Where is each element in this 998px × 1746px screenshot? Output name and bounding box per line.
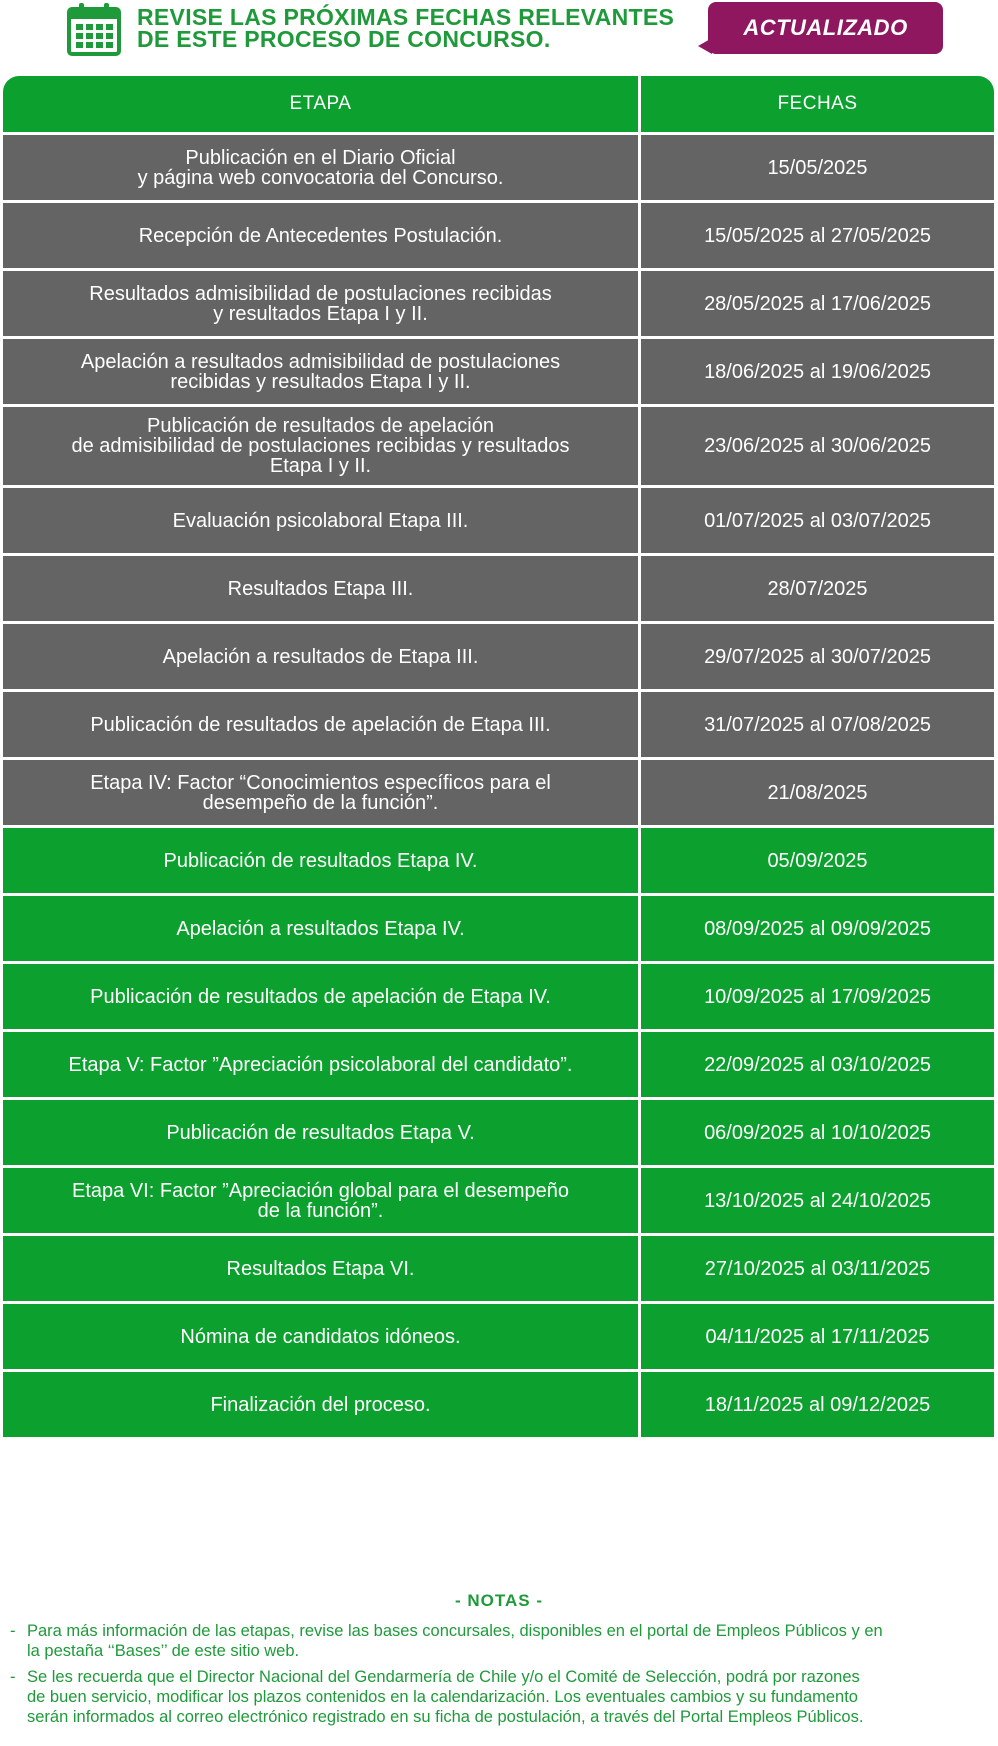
stage-line: Finalización del proceso.	[210, 1393, 431, 1416]
stage-text	[90, 715, 550, 735]
stage-cell	[3, 1304, 638, 1369]
page-title	[137, 6, 674, 50]
stage-text	[138, 148, 504, 188]
stage-line: Evaluación psicolaboral Etapa III.	[172, 509, 469, 532]
note-dash: -	[10, 1622, 16, 1640]
stage-text	[163, 647, 479, 667]
dates-cell: 15/05/2025 al 27/05/2025	[641, 203, 994, 268]
table-row	[3, 339, 994, 404]
stage-line: de la función”.	[257, 1199, 384, 1222]
stage-cell	[3, 339, 638, 404]
stage-text	[81, 352, 560, 392]
stage-text	[227, 1259, 415, 1279]
stage-line: Apelación a resultados de Etapa III.	[162, 645, 479, 668]
stage-line: Publicación de resultados Etapa V.	[166, 1121, 475, 1144]
note-line: Se les recuerda que el Director Nacional del Gendarmería de Chile y/o el Comité de Selección, podrá por razones	[27, 1668, 860, 1686]
dates-cell: 29/07/2025 al 30/07/2025	[641, 624, 994, 689]
table-row	[3, 1100, 994, 1165]
dates-cell: 22/09/2025 al 03/10/2025	[641, 1032, 994, 1097]
dates-cell: 15/05/2025	[641, 135, 994, 200]
stage-text	[90, 987, 551, 1007]
note-item	[0, 1667, 998, 1727]
stage-line: de admisibilidad de postulaciones recibidas y resultados	[71, 435, 570, 457]
note-line: Para más información de las etapas, revise las bases concursales, disponibles en el portal de Empleos Públicos y en	[27, 1622, 883, 1640]
stage-text	[139, 226, 503, 246]
notes-section	[0, 1591, 998, 1727]
stage-line: Publicación de resultados de apelación de Etapa III.	[90, 713, 551, 736]
stage-cell	[3, 692, 638, 757]
stage-line: y página web convocatoria del Concurso.	[137, 166, 504, 189]
stage-line: Resultados Etapa III.	[227, 577, 414, 600]
stage-line: Etapa IV: Factor “Conocimientos específicos para el	[90, 771, 551, 794]
dates-cell: 31/07/2025 al 07/08/2025	[641, 692, 994, 757]
stage-line: Etapa VI: Factor ”Apreciación global para el desempeño	[72, 1179, 569, 1202]
table-row	[3, 1168, 994, 1233]
dates-cell: 08/09/2025 al 09/09/2025	[641, 896, 994, 961]
header	[0, 0, 998, 62]
stage-cell	[3, 1032, 638, 1097]
table-row	[3, 1372, 994, 1437]
table-row	[3, 692, 994, 757]
table-row	[3, 760, 994, 825]
table-row	[3, 964, 994, 1029]
title-line-2: DE ESTE PROCESO DE CONCURSO.	[137, 26, 551, 52]
badge-label: ACTUALIZADO	[743, 15, 908, 40]
stage-cell	[3, 964, 638, 1029]
stage-line: Publicación de resultados de apelación	[147, 415, 494, 437]
stage-line: Apelación a resultados Etapa IV.	[176, 917, 465, 940]
stage-text	[173, 511, 469, 531]
stage-line: Etapa V: Factor ”Apreciación psicolaboral del candidato”.	[68, 1053, 573, 1076]
stage-cell	[3, 828, 638, 893]
note-line: de buen servicio, modificar los plazos contenidos en la calendarización. Los eventuales cambios y su fundamento	[27, 1688, 858, 1706]
title-line-1: REVISE LAS PRÓXIMAS FECHAS RELEVANTES	[137, 4, 675, 30]
stage-line: Etapa I y II.	[269, 455, 372, 477]
stage-line: Publicación en el Diario Oficial	[185, 146, 456, 169]
stage-cell	[3, 203, 638, 268]
stage-cell	[3, 1236, 638, 1301]
dates-cell: 28/05/2025 al 17/06/2025	[641, 271, 994, 336]
stage-line: desempeño de la función”.	[202, 791, 439, 814]
notes-list	[0, 1621, 998, 1727]
dates-cell: 05/09/2025	[641, 828, 994, 893]
table-row	[3, 407, 994, 485]
table-row	[3, 624, 994, 689]
dates-cell: 13/10/2025 al 24/10/2025	[641, 1168, 994, 1233]
stage-cell	[3, 760, 638, 825]
dates-cell: 18/11/2025 al 09/12/2025	[641, 1372, 994, 1437]
table-row	[3, 1236, 994, 1301]
stage-text	[69, 1055, 573, 1075]
table-row	[3, 556, 994, 621]
stage-text	[166, 1123, 474, 1143]
stage-cell	[3, 1372, 638, 1437]
note-line: la pestaña ‘‘Bases’’ de este sitio web.	[27, 1642, 300, 1660]
schedule-table	[3, 76, 994, 1437]
stage-cell	[3, 271, 638, 336]
stage-line: Nómina de candidatos idóneos.	[180, 1325, 461, 1348]
dates-cell: 04/11/2025 al 17/11/2025	[641, 1304, 994, 1369]
stage-text	[176, 919, 464, 939]
stage-line: Resultados Etapa VI.	[226, 1257, 415, 1280]
stage-text	[180, 1327, 460, 1347]
table-row	[3, 488, 994, 553]
stage-cell	[3, 896, 638, 961]
dates-cell: 28/07/2025	[641, 556, 994, 621]
dates-cell: 18/06/2025 al 19/06/2025	[641, 339, 994, 404]
table-row	[3, 271, 994, 336]
stage-line: recibidas y resultados Etapa I y II.	[170, 370, 471, 393]
table-header-row	[3, 76, 994, 132]
header-dates: FECHAS	[641, 76, 994, 132]
stage-line: Apelación a resultados admisibilidad de postulaciones	[80, 350, 561, 373]
stage-text	[90, 773, 551, 813]
table-row	[3, 1304, 994, 1369]
stage-text	[164, 851, 478, 871]
stage-text	[72, 1181, 569, 1221]
notes-title: - NOTAS -	[454, 1591, 543, 1610]
stage-cell	[3, 1168, 638, 1233]
dates-cell: 01/07/2025 al 03/07/2025	[641, 488, 994, 553]
note-dash: -	[10, 1668, 16, 1686]
stage-text	[228, 579, 414, 599]
table-row	[3, 828, 994, 893]
dates-cell: 06/09/2025 al 10/10/2025	[641, 1100, 994, 1165]
stage-line: Publicación de resultados Etapa IV.	[163, 849, 478, 872]
stage-cell	[3, 407, 638, 485]
stage-cell	[3, 624, 638, 689]
dates-cell: 10/09/2025 al 17/09/2025	[641, 964, 994, 1029]
dates-cell: 23/06/2025 al 30/06/2025	[641, 407, 994, 485]
table-row	[3, 1032, 994, 1097]
stage-line: Recepción de Antecedentes Postulación.	[138, 224, 503, 247]
stage-text	[89, 284, 552, 324]
stage-text	[210, 1395, 430, 1415]
note-item	[0, 1621, 998, 1661]
table-row	[3, 203, 994, 268]
table-row	[3, 135, 994, 200]
stage-cell	[3, 488, 638, 553]
stage-line: Publicación de resultados de apelación de Etapa IV.	[90, 985, 551, 1008]
note-line: serán informados al correo electrónico registrado en su ficha de postulación, a través del Portal Empleos Públicos.	[27, 1708, 864, 1726]
stage-line: y resultados Etapa I y II.	[213, 302, 428, 325]
stage-cell	[3, 556, 638, 621]
stage-cell	[3, 1100, 638, 1165]
table-row	[3, 896, 994, 961]
stage-text	[71, 416, 569, 476]
calendar-icon	[66, 2, 122, 56]
header-stage: ETAPA	[3, 76, 638, 132]
dates-cell: 21/08/2025	[641, 760, 994, 825]
dates-cell: 27/10/2025 al 03/11/2025	[641, 1236, 994, 1301]
updated-badge	[698, 2, 943, 54]
stage-line: Resultados admisibilidad de postulaciones recibidas	[89, 282, 552, 305]
stage-cell	[3, 135, 638, 200]
